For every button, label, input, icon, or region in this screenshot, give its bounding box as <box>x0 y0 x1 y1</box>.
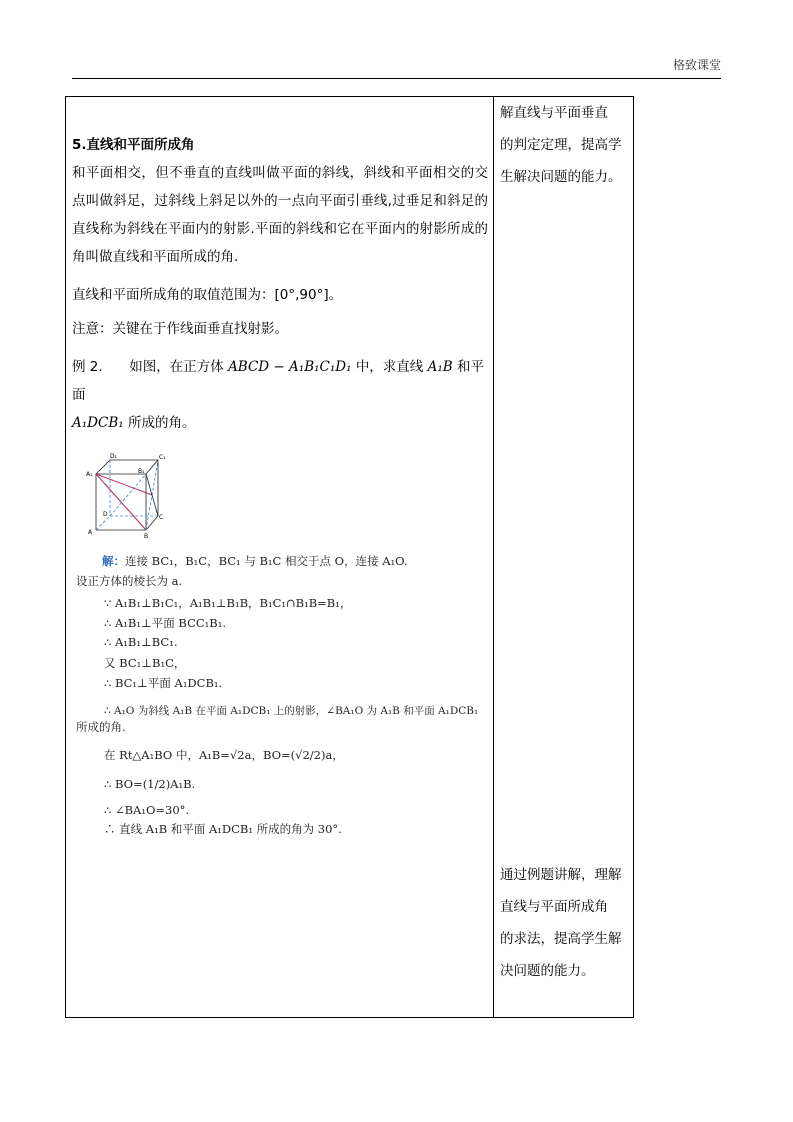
range-end: 。 <box>328 287 343 303</box>
label-c1: C₁ <box>159 454 166 461</box>
example-math-cube: ABCD − A₁B₁C₁D₁ <box>228 359 352 375</box>
side-note-line: 决问题的能力。 <box>500 963 595 979</box>
example-label: 例 2. <box>72 359 103 375</box>
side-note-line: 直线与平面所成角 <box>500 899 608 915</box>
solution-line: 在 Rt△A₁BO 中，A₁B=√2a，BO=(√2/2)a， <box>104 748 344 762</box>
note-line: 注意：关键在于作线面垂直找射影。 <box>72 321 288 337</box>
label-d: D <box>103 511 108 518</box>
solution-line: 设正方体的棱长为 a. <box>76 574 183 588</box>
cube-figure <box>86 452 166 542</box>
solution-lead: 解： <box>102 554 125 568</box>
side-note-bottom <box>500 859 630 987</box>
header-rule <box>72 78 721 79</box>
solution-line: ∴ BO=(1/2)A₁B. <box>104 777 196 791</box>
label-d1: D₁ <box>110 453 118 460</box>
solution-line: ∵ A₁B₁⊥B₁C₁，A₁B₁⊥B₁B，B₁C₁∩B₁B=B₁， <box>104 596 352 610</box>
side-note-top <box>500 97 630 193</box>
solution-line: ∴ A₁B₁⊥BC₁. <box>104 635 178 649</box>
section-title: 5.直线和平面所成角 <box>72 137 195 153</box>
label-a: A <box>88 529 93 536</box>
cube-hidden-edge <box>96 516 110 530</box>
segment-a1b <box>96 474 146 530</box>
side-note-line: 的判定定理，提高学 <box>500 137 622 153</box>
solution-line: ∴ A₁B₁⊥平面 BCC₁B₁. <box>104 616 227 630</box>
side-note-line: 通过例题讲解，理解 <box>500 867 622 883</box>
main-cell <box>72 135 488 437</box>
range-line <box>72 285 488 305</box>
column-divider <box>493 97 494 1017</box>
solution-line: ∴ BC₁⊥平面 A₁DCB₁. <box>104 676 223 690</box>
solution-line: 又 BC₁⊥B₁C， <box>104 656 186 670</box>
label-b: B <box>144 533 149 540</box>
label-c: C <box>159 514 164 521</box>
solution-line: 所成的角. <box>76 720 126 734</box>
example-text-b: 中，求直线 <box>355 359 424 375</box>
example-line <box>72 353 488 437</box>
solution-line: ∴ ∠BA₁O=30°. <box>104 803 190 817</box>
example-math-plane: A₁DCB₁ <box>72 415 124 431</box>
definition-text: 和平面相交，但不垂直的直线叫做平面的斜线，斜线和平面相交的交点叫做斜足，过斜线上斜足以外的一点向平面引垂线,过垂足和斜足的直线称为斜线在平面内的射影.平面的斜线和它在平面内的射影所成的角叫做直线和平面所成的角. <box>72 165 488 265</box>
header-brand: 格致课堂 <box>672 58 721 72</box>
lesson-table <box>65 96 634 1018</box>
example-text-a: 如图，在正方体 <box>129 359 224 375</box>
segment-b1c <box>146 474 158 516</box>
example-text-c: 和平面 <box>72 359 484 403</box>
cube-top-face <box>96 460 158 474</box>
label-a1: A₁ <box>86 471 93 478</box>
label-b1: B₁ <box>138 468 145 475</box>
side-note-line: 解直线与平面垂直 <box>500 105 608 121</box>
example-text-d: 所成的角。 <box>127 415 196 431</box>
side-note-line: 的求法，提高学生解 <box>500 931 622 947</box>
example-math-line: A₁B <box>427 359 453 375</box>
solution-line: ∴ A₁O 为斜线 A₁B 在平面 A₁DCB₁ 上的射影，∠BA₁O 为 A₁B 和平面 A₁DCB₁ <box>104 705 479 717</box>
side-note-line: 生解决问题的能力。 <box>500 169 622 185</box>
range-label: 直线和平面所成角的取值范围为： <box>72 287 275 303</box>
solution-line: 解：连接 BC₁，B₁C，BC₁ 与 B₁C 相交于点 O，连接 A₁O. <box>102 554 408 568</box>
range-value: [0°,90°] <box>274 287 329 303</box>
solution-line: ∴ 直线 A₁B 和平面 A₁DCB₁ 所成的角为 30°. <box>104 822 342 836</box>
